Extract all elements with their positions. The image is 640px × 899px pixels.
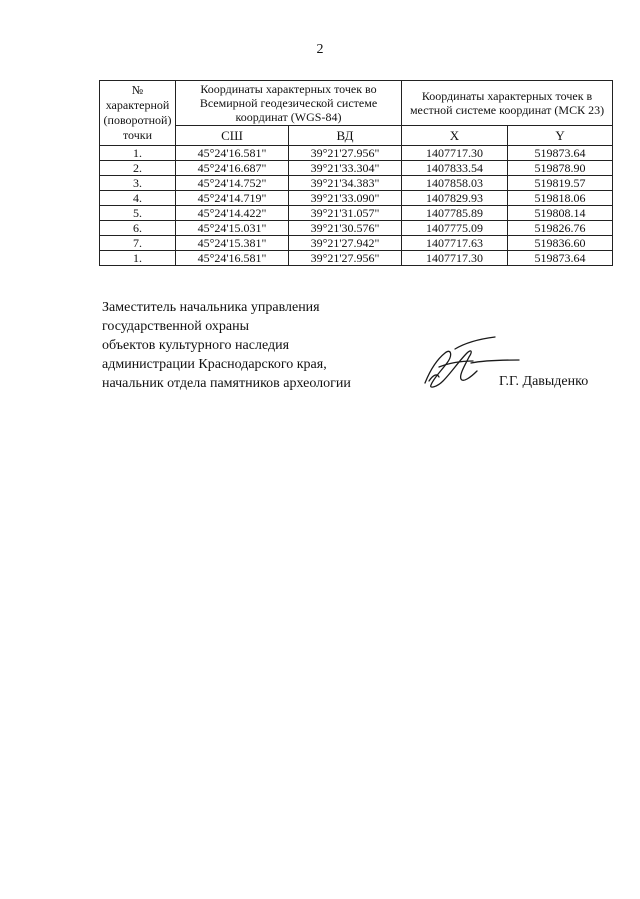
position-line: Заместитель начальника управления bbox=[102, 300, 320, 315]
header-num-line: (поворотной) bbox=[103, 113, 172, 127]
page-number: 2 bbox=[316, 42, 324, 57]
cell-y: 519819.57 bbox=[508, 176, 613, 191]
cell-latitude: 45°24'16.581" bbox=[176, 146, 289, 161]
table-row bbox=[100, 146, 613, 161]
header-latitude: СШ bbox=[176, 126, 289, 146]
header-x: X bbox=[402, 126, 508, 146]
cell-x: 1407785.89 bbox=[402, 206, 508, 221]
cell-y: 519818.06 bbox=[508, 191, 613, 206]
table-row bbox=[100, 161, 613, 176]
cell-point-number: 2. bbox=[100, 161, 176, 176]
header-longitude: ВД bbox=[289, 126, 402, 146]
cell-longitude: 39°21'33.304" bbox=[289, 161, 402, 176]
header-msk23-group: Координаты характерных точек в местной системе координат (МСК 23) bbox=[402, 81, 613, 126]
header-num-line: характерной bbox=[105, 98, 170, 112]
cell-latitude: 45°24'15.381" bbox=[176, 236, 289, 251]
coordinates-table bbox=[99, 80, 613, 266]
cell-y: 519873.64 bbox=[508, 251, 613, 266]
cell-point-number: 5. bbox=[100, 206, 176, 221]
cell-y: 519826.76 bbox=[508, 221, 613, 236]
cell-x: 1407717.63 bbox=[402, 236, 508, 251]
cell-point-number: 4. bbox=[100, 191, 176, 206]
table-row bbox=[100, 221, 613, 236]
cell-y: 519873.64 bbox=[508, 146, 613, 161]
cell-x: 1407717.30 bbox=[402, 146, 508, 161]
cell-point-number: 6. bbox=[100, 221, 176, 236]
header-num-line: точки bbox=[122, 128, 153, 142]
cell-x: 1407829.93 bbox=[402, 191, 508, 206]
cell-x: 1407858.03 bbox=[402, 176, 508, 191]
cell-x: 1407717.30 bbox=[402, 251, 508, 266]
table-row bbox=[100, 191, 613, 206]
cell-longitude: 39°21'27.956" bbox=[289, 251, 402, 266]
cell-point-number: 3. bbox=[100, 176, 176, 191]
cell-point-number: 1. bbox=[100, 146, 176, 161]
cell-x: 1407833.54 bbox=[402, 161, 508, 176]
table-row bbox=[100, 176, 613, 191]
table-row bbox=[100, 236, 613, 251]
header-wgs84-group: Координаты характерных точек во Всемирной геодезической системе координат (WGS-84) bbox=[176, 81, 402, 126]
cell-y: 519808.14 bbox=[508, 206, 613, 221]
cell-x: 1407775.09 bbox=[402, 221, 508, 236]
cell-point-number: 1. bbox=[100, 251, 176, 266]
position-line: государственной охраны bbox=[102, 319, 250, 334]
cell-longitude: 39°21'30.576" bbox=[289, 221, 402, 236]
table-row bbox=[100, 206, 613, 221]
position-line: объектов культурного наследия bbox=[102, 338, 290, 353]
cell-latitude: 45°24'15.031" bbox=[176, 221, 289, 236]
position-line: начальник отдела памятников археологии bbox=[102, 376, 351, 391]
header-num-line: № bbox=[131, 83, 144, 97]
cell-latitude: 45°24'14.752" bbox=[176, 176, 289, 191]
cell-point-number: 7. bbox=[100, 236, 176, 251]
cell-latitude: 45°24'16.687" bbox=[176, 161, 289, 176]
cell-longitude: 39°21'34.383" bbox=[289, 176, 402, 191]
header-point-number bbox=[100, 81, 176, 146]
cell-latitude: 45°24'16.581" bbox=[176, 251, 289, 266]
signatory-position bbox=[102, 298, 351, 393]
cell-y: 519836.60 bbox=[508, 236, 613, 251]
position-line: администрации Краснодарского края, bbox=[102, 357, 327, 372]
cell-longitude: 39°21'33.090" bbox=[289, 191, 402, 206]
cell-y: 519878.90 bbox=[508, 161, 613, 176]
table-row bbox=[100, 251, 613, 266]
cell-latitude: 45°24'14.719" bbox=[176, 191, 289, 206]
cell-longitude: 39°21'27.942" bbox=[289, 236, 402, 251]
cell-longitude: 39°21'27.956" bbox=[289, 146, 402, 161]
cell-longitude: 39°21'31.057" bbox=[289, 206, 402, 221]
signer-name: Г.Г. Давыденко bbox=[499, 374, 589, 389]
cell-latitude: 45°24'14.422" bbox=[176, 206, 289, 221]
header-y: Y bbox=[508, 126, 613, 146]
